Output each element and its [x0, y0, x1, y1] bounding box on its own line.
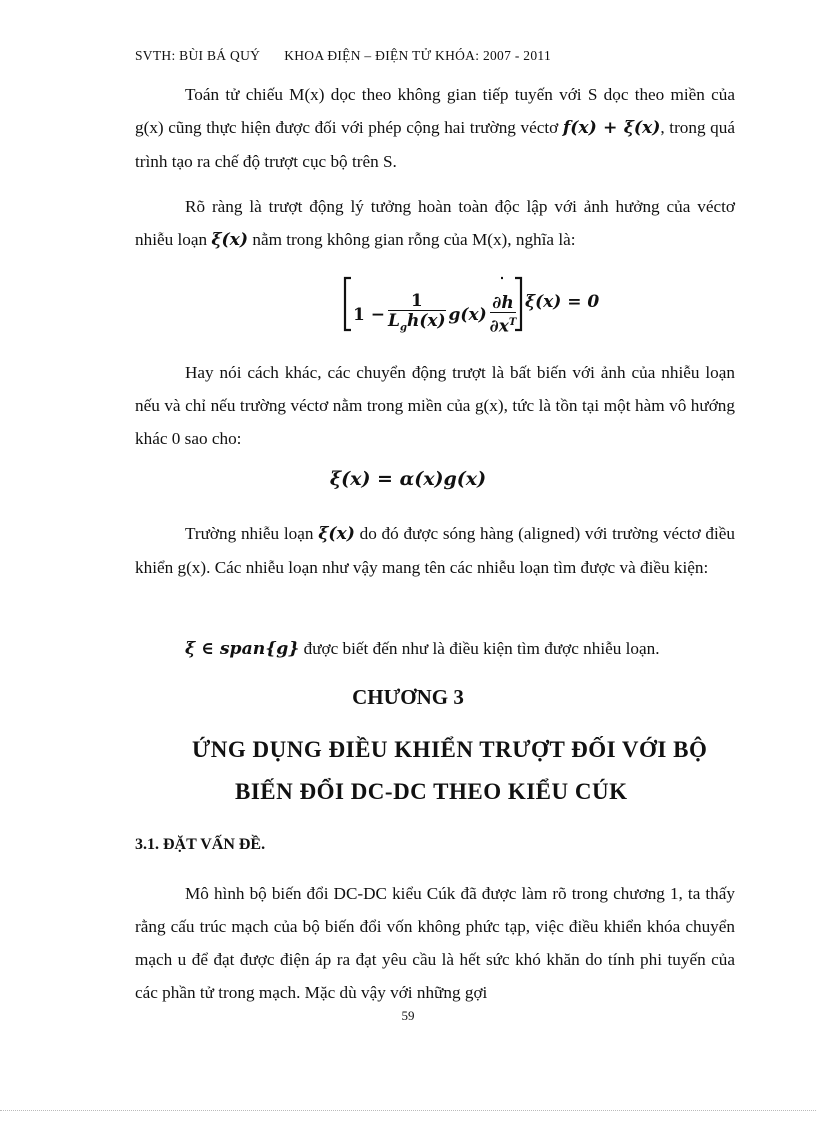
bracket-right-graphic [513, 276, 523, 334]
span-condition-formula: ξ ∈ span{g} [185, 639, 300, 659]
derivative-numerator: ∂h [492, 292, 514, 313]
alignment-equation [0, 468, 816, 490]
chapter-title-line-2: BIẾN ĐỔI DC-DC THEO KIỂU CÚK [235, 779, 628, 804]
fraction-denominator-tail: h(x) [406, 311, 446, 331]
derivative-denominator: ∂x [489, 316, 509, 337]
fraction-inverse [388, 292, 446, 338]
paragraph-invariance [135, 356, 735, 455]
paragraph-ideal-sliding [135, 190, 735, 257]
disturbance-symbol: ξ(x) [318, 524, 355, 544]
derivative-superscript: T [508, 316, 517, 328]
paragraph-text: Toán tử chiếu M(x) dọc theo không gian tiếp tuyến với S dọc theo miền của g(x) cũng thực hiện được đối với phép cộng hai trường véctơ [135, 85, 735, 137]
paragraph-tail: , trong quá trình tạo ra chế độ trượt cục bộ trên S. [135, 118, 735, 171]
paragraph-matched [135, 517, 735, 584]
paragraph-head: Trường nhiễu loạn [185, 524, 314, 543]
page-bottom-rule [0, 1110, 816, 1111]
paragraph-matching-condition [185, 632, 745, 666]
section-heading: 3.1. ĐẶT VẤN ĐỀ. [135, 836, 266, 853]
paragraph-text: Mô hình bộ biến đổi DC-DC kiểu Cúk đã được làm rõ trong chương 1, ta thấy rằng cấu trúc mạch của bộ biến đổi vốn không phức tạp, việc điều khiển khóa chuyển mạch u để đạt được điện áp ra đạt yêu cầu là hết sức khó khăn do tính phi tuyến của các phần tử trong mạch. Mặc dù vậy với những gợi [135, 884, 735, 1002]
equation-text: ξ(x) = α(x)g(x) [329, 468, 487, 490]
fraction-subscript: g [399, 322, 407, 334]
paragraph-text: Hay nói cách khác, các chuyển động trượt là bất biến với ảnh của nhiễu loạn nếu và chỉ nếu trường véctơ nằm trong miền của g(x), tức là tồn tại một hàm vô hướng khác 0 sao cho: [135, 363, 735, 448]
page-header [135, 48, 551, 64]
paragraph-text: do đó được sóng hàng (aligned) với trường véctơ điều khiển g(x). Các nhiễu loạn như vậy mang tên các nhiễu loạn tìm được và điều kiện: [135, 524, 735, 577]
equation-gx: g(x) [448, 305, 487, 326]
fraction-numerator: 1 [388, 292, 446, 311]
paragraph-problem-statement [135, 877, 735, 1009]
paragraph-projection [135, 78, 735, 178]
vector-sum-formula: f(x) + ξ(x) [562, 118, 661, 138]
equation-tail: ξ(x) = 0 [525, 292, 600, 312]
chapter-title-line-1: ỨNG DỤNG ĐIỀU KHIỂN TRƯỢT ĐỐI VỚI BỘ [192, 737, 708, 762]
equation-one: 1 − [353, 305, 385, 326]
paragraph-text: được biết đến như là điều kiện tìm được nhiễu loạn. [303, 639, 660, 658]
paragraph-tail: nằm trong không gian rỗng của M(x), nghĩa là: [252, 230, 576, 249]
header-faculty: KHOA ĐIỆN – ĐIỆN TỬ KHÓA: 2007 - 2011 [284, 48, 551, 63]
disturbance-symbol: ξ(x) [211, 230, 249, 250]
chapter-label: CHƯƠNG 3 [352, 685, 464, 709]
fraction-denominator: L [388, 311, 400, 331]
paragraph-text: Rõ ràng là trượt động lý tưởng hoàn toàn độc lập với ảnh hưởng của véctơ nhiễu loạn [135, 197, 735, 249]
header-author: SVTH: BÙI BÁ QUÝ [135, 48, 261, 63]
page-number: 59 [401, 1008, 415, 1023]
